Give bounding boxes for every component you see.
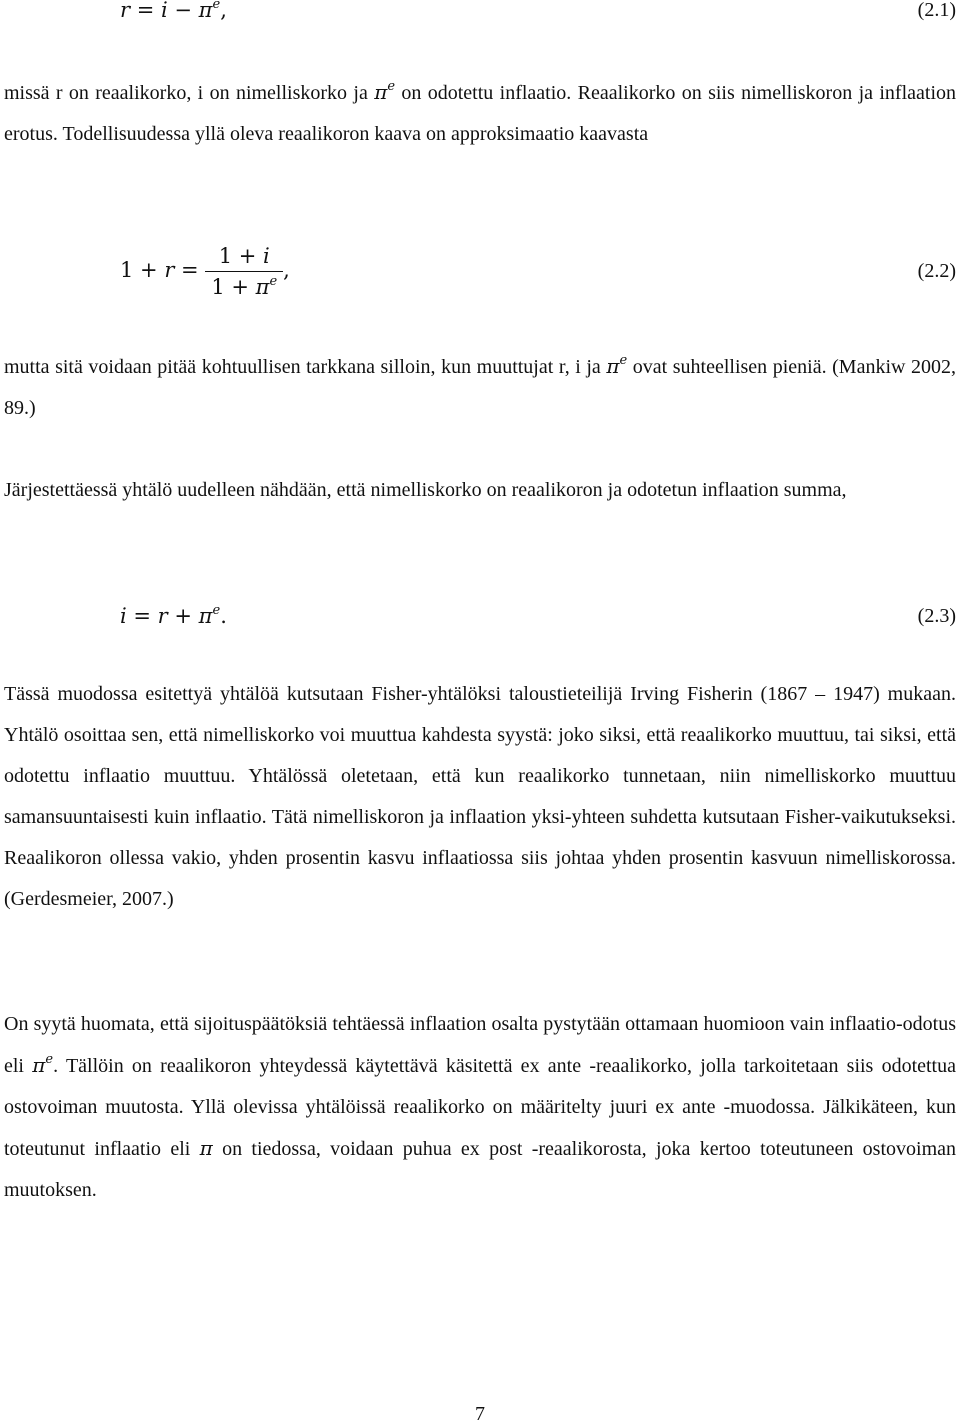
paragraph-5-text-c: on tiedossa, voidaan puhua ex post -reaalikorosta, joka kertoo toteutuneen ostovoiman muutoksen. bbox=[4, 1138, 957, 1201]
equation-2-1-number: (2.1) bbox=[917, 0, 956, 21]
equation-2-3-number: (2.3) bbox=[917, 605, 956, 627]
paragraph-1 bbox=[4, 72, 956, 155]
pi-symbol: π bbox=[199, 1136, 213, 1160]
paragraph-2 bbox=[4, 346, 956, 429]
equation-2-2 bbox=[0, 244, 960, 304]
fraction-denominator: $1 + \pi^e$ bbox=[211, 274, 278, 299]
paragraph-1-text-b: on odotettu inflaatio. Reaalikorko on siis nimelliskoron ja inflaation erotus. Todellisuudessa yllä oleva reaalikoron kaava on approksimaatio kaavasta bbox=[4, 82, 956, 145]
paragraph-5 bbox=[4, 1004, 956, 1211]
pi-e-symbol: $\pi^e$ bbox=[374, 79, 396, 104]
paragraph-4: Tässä muodossa esitettyä yhtälöä kutsutaan Fisher-yhtälöksi taloustieteilijä Irving Fisherin (1867 – 1947) mukaan. Yhtälö osoittaa sen, että nimelliskorko voi muuttua kahdesta syystä: joko siksi, että reaalikorko muuttuu, tai siksi, että odotettu inflaatio muuttuu. Yhtälössä oletetaan, että kun reaalikorko tunnetaan, niin nimelliskorko muuttuu samansuuntaisesti kuin inflaatio. Tätä nimelliskoron ja inflaation yksi-yhteen suhdetta kutsutaan Fisher-vaikutukseksi. Reaalikoron ollessa vakio, yhden prosentin kasvu inflaatiossa siis johtaa yhden prosentin kasvuun nimelliskorossa. (Gerdesmeier, 2007.) bbox=[4, 683, 956, 910]
equation-2-2-number: (2.2) bbox=[917, 260, 956, 282]
fraction bbox=[205, 244, 283, 299]
equation-2-1 bbox=[0, 0, 960, 36]
paragraph-5-text-a: On syytä huomata, että sijoituspäätöksiä tehtäessä inflaation osalta pystytään ottamaan huomioon vain inflaatio-odotus eli bbox=[4, 1013, 956, 1077]
equation-2-3-formula: $i = r + \pi^e$. bbox=[120, 603, 227, 628]
page-number: 7 bbox=[475, 1403, 485, 1425]
pi-e-symbol: $\pi^e$ bbox=[606, 353, 628, 378]
paragraph-3: Järjestettäessä yhtälö uudelleen nähdään, että nimelliskorko on reaalikoron ja odotetun inflaation summa, bbox=[4, 479, 847, 501]
equation-2-3 bbox=[0, 598, 960, 642]
paragraph-2-text-b: ovat suhteellisen pieniä. (Mankiw 2002, 89.) bbox=[4, 356, 956, 419]
fraction-numerator: 1 + i bbox=[205, 244, 283, 272]
paragraph-5-text-b: . Tällöin on reaalikoron yhteydessä käytettävä käsitettä ex ante -reaalikorko, jolla tarkoitetaan siis odotettua ostovoiman muutosta. Yllä olevissa yhtälöissä reaalikorko on määritelty juuri ex ante -muodossa. Jälkikäteen, kun toteutunut inflaatio eli bbox=[4, 1055, 956, 1160]
paragraph-1-text-a: missä r on reaalikorko, i on nimelliskorko ja bbox=[4, 82, 375, 104]
paragraph-2-text-a: mutta sitä voidaan pitää kohtuullisen tarkkana silloin, kun muuttujat r, i ja bbox=[4, 356, 607, 378]
pi-e-symbol: $\pi^e$ bbox=[32, 1052, 54, 1077]
equation-2-1-formula: $r = i - \pi^e$, bbox=[120, 0, 227, 22]
equation-2-2-formula: 1 + r = $\frac{1 + i}{1 + \pi^e}$ , bbox=[120, 244, 290, 299]
